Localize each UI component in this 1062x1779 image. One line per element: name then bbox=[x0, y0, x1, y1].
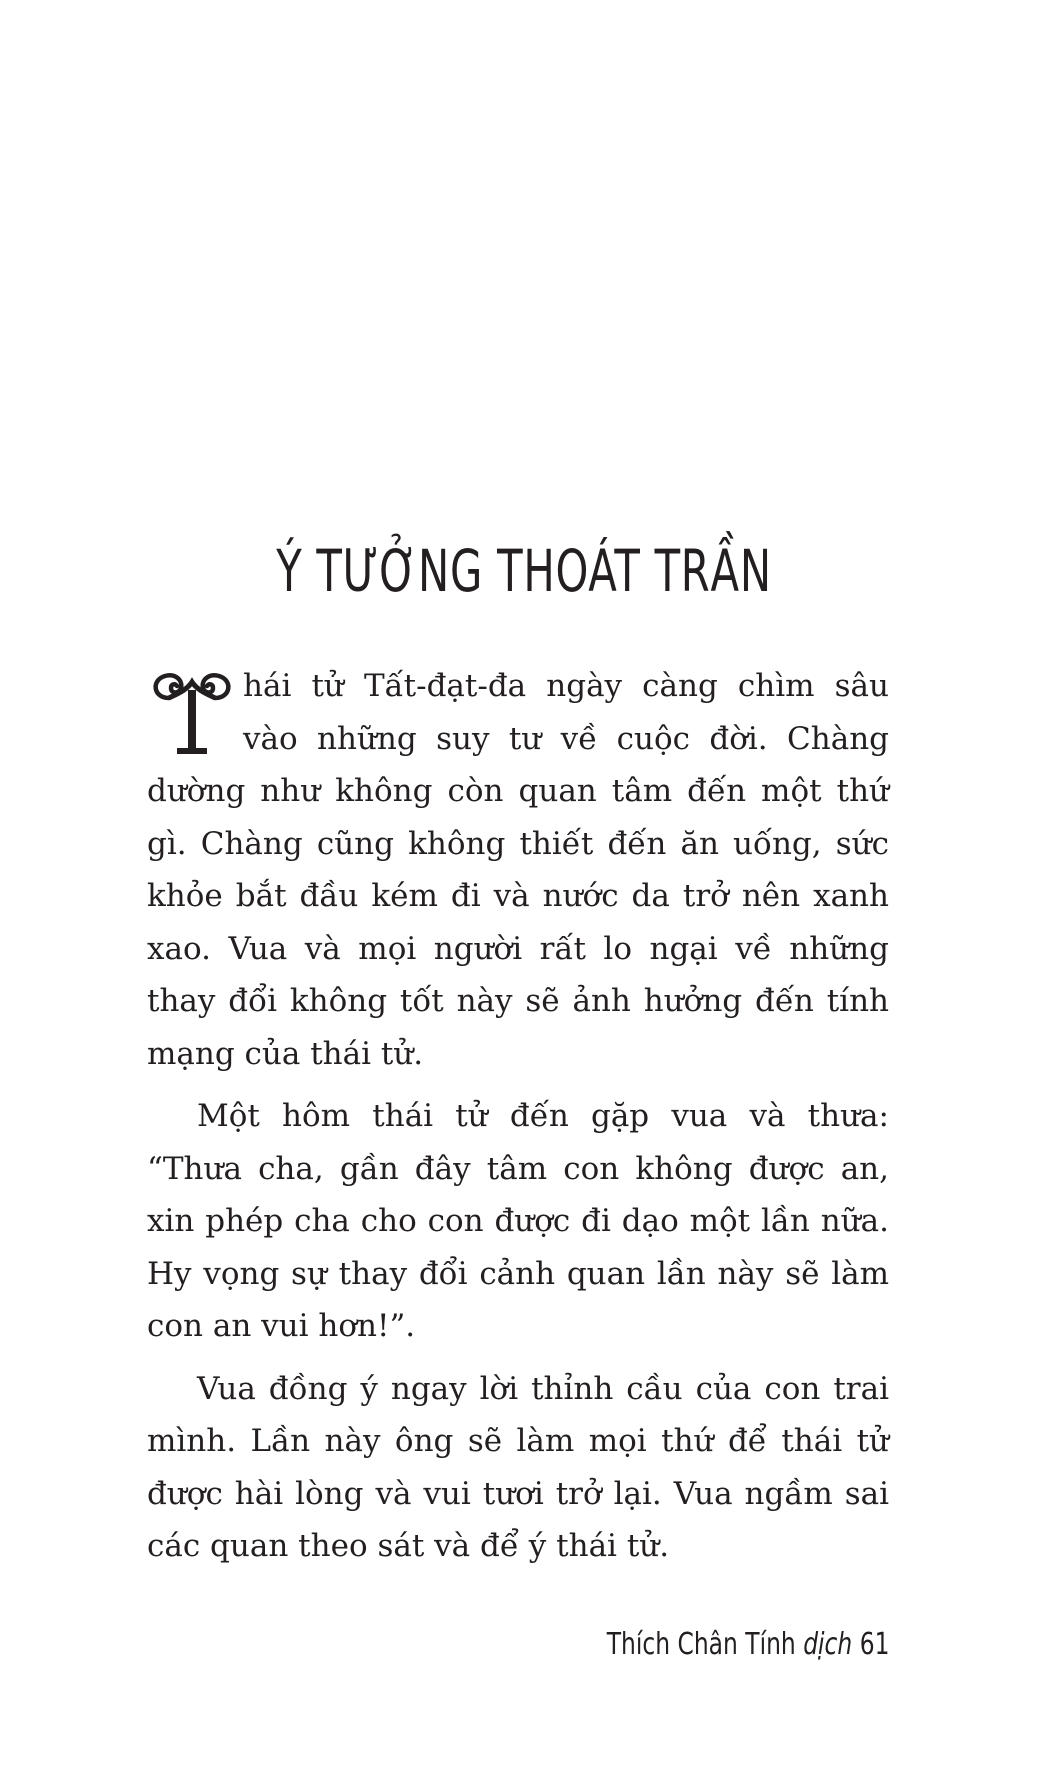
translator-role: dịch bbox=[802, 1627, 852, 1662]
paragraph-2: Một hôm thái tử đến gặp vua và thưa: “Thưa cha, gần đây tâm con không được an, xin phép cha cho con được đi dạo một lần nữa. Hy vọng sự thay đổi cảnh quan lần này sẽ làm con an vui hơn!”. bbox=[147, 1098, 889, 1344]
translator-name: Thích Chân Tính bbox=[606, 1627, 796, 1662]
paragraph-3: Vua đồng ý ngay lời thỉnh cầu của con trai mình. Lần này ông sẽ làm mọi thứ để thái tử được hài lòng và vui tươi trở lại. Vua ngầm sai các quan theo sát và để ý thái tử. bbox=[147, 1370, 889, 1564]
chapter-title: Ý TƯỞNG THOÁT TRẦN bbox=[276, 537, 772, 605]
page-footer bbox=[606, 1625, 889, 1665]
page-number: 61 bbox=[859, 1627, 889, 1662]
paragraph-1-text: hái tử Tất-đạt-đa ngày càng chìm sâu vào những suy tư về cuộc đời. Chàng dường như không còn quan tâm đến một thứ gì. Chàng cũng không thiết đến ăn uống, sức khỏe bắt đầu kém đi và nước da trở nên xanh xao. Vua và mọi người rất lo ngại về những thay đổi không tốt này sẽ ảnh hưởng đến tính mạng của thái tử. bbox=[147, 668, 889, 1072]
drop-cap-ornament-icon bbox=[147, 668, 237, 760]
paragraph-1 bbox=[147, 660, 889, 1080]
body-text bbox=[147, 660, 889, 1583]
